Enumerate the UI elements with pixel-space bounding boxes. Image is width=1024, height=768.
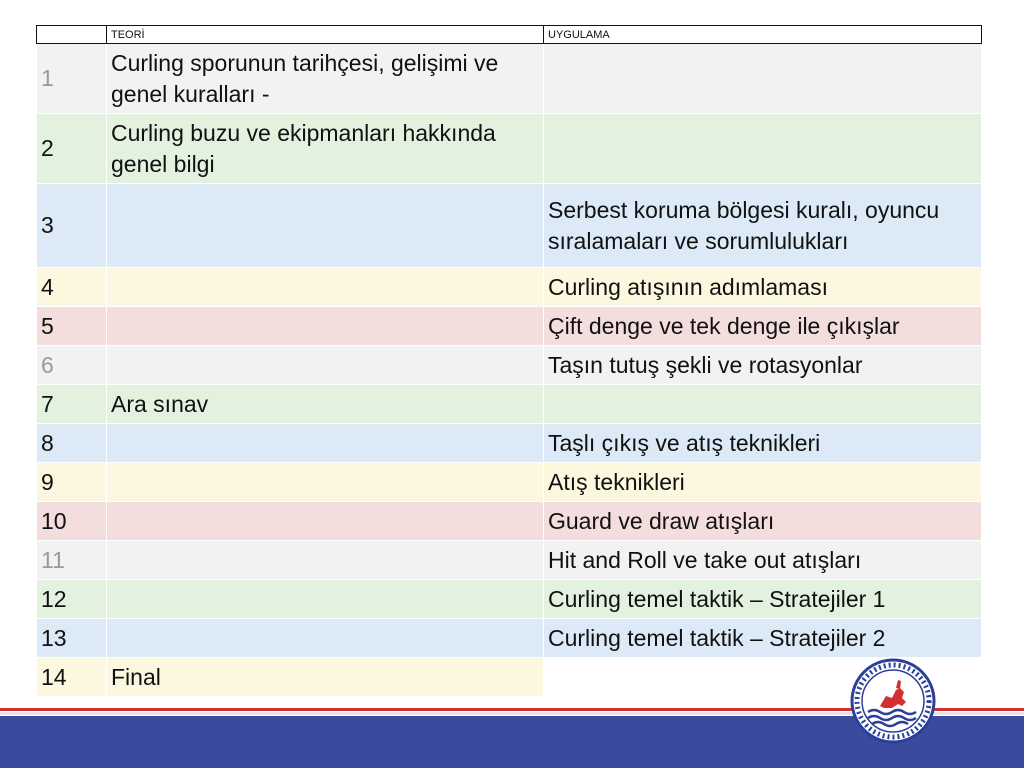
- teori-cell: [107, 346, 544, 385]
- table-row: [37, 580, 982, 619]
- table-row: [37, 184, 982, 268]
- week-number: 7: [37, 385, 107, 424]
- teori-cell: [107, 424, 544, 463]
- week-number: 13: [37, 619, 107, 658]
- teori-cell: [107, 463, 544, 502]
- table-row: [37, 268, 982, 307]
- uygulama-cell: [544, 114, 982, 184]
- university-seal-icon: [850, 658, 936, 744]
- week-number: 11: [37, 541, 107, 580]
- teori-cell: [107, 619, 544, 658]
- uygulama-cell: [544, 44, 982, 114]
- uygulama-cell: Çift denge ve tek denge ile çıkışlar: [544, 307, 982, 346]
- header-uygulama: UYGULAMA: [544, 26, 982, 44]
- teori-cell: [107, 268, 544, 307]
- uygulama-cell: Atış teknikleri: [544, 463, 982, 502]
- week-number: 14: [37, 658, 107, 697]
- uygulama-cell: Guard ve draw atışları: [544, 502, 982, 541]
- teori-cell: Final: [107, 658, 544, 697]
- teori-cell: [107, 502, 544, 541]
- table-row: [37, 658, 982, 697]
- header-teori: TEORİ: [107, 26, 544, 44]
- table-row: [37, 502, 982, 541]
- uygulama-cell: Taşın tutuş şekli ve rotasyonlar: [544, 346, 982, 385]
- uygulama-cell: Serbest koruma bölgesi kuralı, oyuncu sıralamaları ve sorumlulukları: [544, 184, 982, 268]
- teori-cell: [107, 541, 544, 580]
- week-number: 12: [37, 580, 107, 619]
- week-number: 10: [37, 502, 107, 541]
- teori-cell: Ara sınav: [107, 385, 544, 424]
- table-row: [37, 385, 982, 424]
- table-row: [37, 346, 982, 385]
- week-number: 6: [37, 346, 107, 385]
- uygulama-cell: Curling temel taktik – Stratejiler 2: [544, 619, 982, 658]
- uygulama-cell: Curling temel taktik – Stratejiler 1: [544, 580, 982, 619]
- syllabus-table: [36, 25, 982, 697]
- header-number: [37, 26, 107, 44]
- teori-cell: [107, 580, 544, 619]
- uygulama-cell: Curling atışının adımlaması: [544, 268, 982, 307]
- teori-cell: Curling buzu ve ekipmanları hakkında genel bilgi: [107, 114, 544, 184]
- uygulama-cell: Hit and Roll ve take out atışları: [544, 541, 982, 580]
- table-row: [37, 307, 982, 346]
- table-row: [37, 114, 982, 184]
- uygulama-cell: [544, 385, 982, 424]
- table-header-row: [37, 26, 982, 44]
- table-row: [37, 424, 982, 463]
- week-number: 2: [37, 114, 107, 184]
- teori-cell: [107, 184, 544, 268]
- teori-cell: [107, 307, 544, 346]
- teori-cell: Curling sporunun tarihçesi, gelişimi ve genel kuralları -: [107, 44, 544, 114]
- week-number: 9: [37, 463, 107, 502]
- table-row: [37, 44, 982, 114]
- week-number: 3: [37, 184, 107, 268]
- uygulama-cell: Taşlı çıkış ve atış teknikleri: [544, 424, 982, 463]
- week-number: 5: [37, 307, 107, 346]
- week-number: 8: [37, 424, 107, 463]
- table-row: [37, 619, 982, 658]
- week-number: 4: [37, 268, 107, 307]
- week-number: 1: [37, 44, 107, 114]
- table-row: [37, 541, 982, 580]
- table-row: [37, 463, 982, 502]
